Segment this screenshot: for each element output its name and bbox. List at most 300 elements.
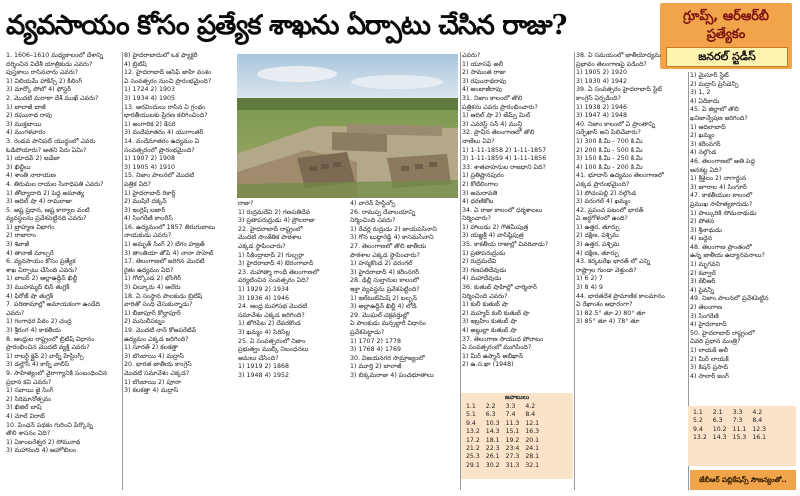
question-line: 2) మహ్మద్ కులీ కుతుబ్ షా bbox=[462, 309, 530, 317]
question-line: 2) దక్షిణ, పశ్చిమ bbox=[576, 232, 619, 240]
question-line: దర్శించిన విదేశీ యాత్రికుడు ఎవరు? bbox=[6, 60, 93, 68]
question-line: 4) బద్దెన bbox=[690, 235, 713, 243]
question-line: 3) కరీంనగర్ bbox=[690, 140, 721, 148]
question-line: 4) సాలార్ జంగ్ bbox=[690, 372, 729, 380]
question-line: 4) దక్షిణ, తూర్పు bbox=[576, 249, 619, 257]
question-line: ప్రభావం తెలంగాణపై పడింది? bbox=[576, 60, 647, 68]
question-line: ఏ పాలకుడు మన్సబ్దారీ విధానం bbox=[350, 320, 427, 328]
answer-cell: 10.2 bbox=[712, 425, 727, 433]
question-line: 2) తెలంగాణ bbox=[690, 304, 723, 312]
question-line: పాఠశాల ఎక్కడ స్థాపించారు? bbox=[350, 251, 420, 259]
question-line: 5. అష్ట ప్రధాన, ఆష్ట కార్యాల వంటి bbox=[6, 206, 90, 214]
question-line: 4) సింగరేణి కాలరీస్ bbox=[124, 215, 173, 223]
question-line: 3) 1-11-1859 4) 1-11-1856 bbox=[462, 155, 547, 163]
question-line: 3) మార్కో పోలో 4) ఫోస్టర్ bbox=[6, 86, 72, 94]
question-line: 1) బాబర్ 2) అల్లాఉద్దీన్ ఖిల్జీ bbox=[6, 275, 78, 283]
question-line: 1) ఆదిలాబాద్ bbox=[690, 123, 726, 131]
answer-cell: 11.1 bbox=[732, 425, 747, 433]
question-line: ప్రారంభించిన మొదటి వ్యక్తి ఎవరు? bbox=[6, 344, 90, 352]
question-line: 1. 1606–1610 మధ్యకాలంలో దేశాన్ని bbox=[6, 52, 104, 59]
question-line: 3) ముక్తబాయి bbox=[6, 120, 42, 128]
question-line: 3) బొంబాయి 4) మద్రాస్ bbox=[124, 352, 184, 360]
answer-cell: 5.2 bbox=[693, 417, 703, 425]
question-line: ఓడిపోయారు? అతని పేరు ఏమి? bbox=[6, 146, 87, 154]
question-line: 2) మీర్ లాయక్ bbox=[690, 355, 729, 363]
column-divider bbox=[122, 52, 123, 490]
answer-cell: 20.1 bbox=[525, 436, 540, 444]
question-line: 3) వరంగల్ 4) ఖమ్మం bbox=[576, 198, 631, 206]
question-line: 1) బీజాపూర్ కోల్హాపూర్ bbox=[124, 309, 181, 317]
question-line: నిర్మించింది ఎవరు? bbox=[462, 292, 508, 300]
question-line: చివరి ప్రధాన మంత్రి? bbox=[690, 338, 741, 346]
question-line: 1) 1707 2) 1778 bbox=[350, 337, 401, 345]
question-line: 3) అల్లాఉద్దీన్ ఖిల్జీ 4) లోడీ bbox=[350, 303, 417, 311]
question-line: 1) గోల్కొండ 2) భోంగీర్ bbox=[124, 275, 182, 283]
question-line: సమావేశం ఎక్కడ జరిగింది? bbox=[238, 311, 305, 319]
fort-ruins-photo bbox=[237, 54, 458, 198]
question-line: 1) బ్రాహ్మణ విభాగం bbox=[6, 223, 55, 231]
question-line: 3) ఇంగ్లిష్ బజార్ bbox=[124, 206, 166, 214]
question-line: వ్యవస్థలను ప్రవేశపెట్టినది ఎవరు? bbox=[6, 215, 87, 223]
question-line: 4) అబ్దుల్లా కుతుబ్ షా bbox=[462, 327, 517, 334]
question-line: 8. ఆంధ్రుల రాష్ట్రంలో బ్రిటిష్ విధానం bbox=[6, 335, 95, 343]
question-line: 17. తెలంగాణలో జరిగిన మొదటి bbox=[124, 258, 205, 266]
question-line: 1) 82.5° తూ 2) 80° తూ bbox=[576, 309, 646, 317]
question-line: 4. తిరుమల రాయల సేనాధిపతి ఎవరు? bbox=[6, 180, 104, 188]
question-line: 1) బొంబాయి 2) పూనా bbox=[124, 378, 182, 386]
answer-cell: 8.4 bbox=[525, 411, 536, 419]
question-line: 3) ఖిల్జీలు bbox=[6, 163, 31, 171]
answer-cell: 16.1 bbox=[752, 434, 767, 442]
answer-cell: 19.2 bbox=[505, 436, 520, 444]
question-line: 24. ఆంధ్ర మహాసభ మొదటి bbox=[238, 303, 308, 311]
answer-row bbox=[690, 426, 769, 434]
publisher-credit: జేబీఆర్ పబ్లికేషన్స్ సౌజన్యంతో.. bbox=[690, 470, 796, 490]
question-line: 15. నిజాం పాలనలో మొదటి bbox=[124, 172, 195, 180]
question-line: 1) మృగవని bbox=[690, 261, 720, 269]
question-line: 3) అమరావతి bbox=[462, 189, 498, 197]
answer-cell: 28.1 bbox=[525, 453, 540, 461]
answer-row bbox=[463, 403, 542, 411]
question-line: ఖనిజాన్వేషణ జరిగింది? bbox=[690, 114, 748, 122]
question-line: 9. సాహిత్యంలో వైరాగ్యానికి సంబంధించిన bbox=[6, 369, 108, 377]
answer-key-box bbox=[461, 393, 573, 479]
question-line: 4) నల్గొండ bbox=[690, 149, 717, 157]
answer-cell: 27.3 bbox=[505, 453, 520, 461]
question-line: 26. రామప్ప దేవాలయాన్ని bbox=[350, 208, 416, 216]
answer-cell: 1.1 bbox=[693, 409, 703, 416]
question-line: పుస్తకాలు రాసినవారు ఎవరు? bbox=[6, 69, 79, 77]
question-line: 3) మహానంది 4) అహోబిలం bbox=[6, 447, 77, 455]
question-line: 3) శ్రీరంగ 4) కాకతీయ bbox=[6, 327, 61, 334]
question-line: 1) రుద్రమదేవి 2) గణపతిదేవ bbox=[238, 208, 311, 216]
question-line: 1) గంగాధర పీఠం 2) చంద్ర bbox=[6, 318, 72, 326]
answer-cell: 15.3 bbox=[732, 434, 747, 442]
question-line: 2) రుద్రమదేవి bbox=[462, 258, 497, 266]
answer-cell: 9.4 bbox=[466, 419, 476, 427]
question-line: 3) ఖమ్మం 4) సిరిసిల్ల bbox=[238, 328, 291, 336]
question-line: 3) కలకత్తా 4) మద్రాస్ bbox=[124, 387, 179, 395]
question-line: 2) పోతన bbox=[690, 218, 715, 226]
question-line: ఏ సంవత్సరంలో ముగిసింది? bbox=[462, 344, 532, 352]
answer-cell: 6.3 bbox=[485, 411, 496, 419]
answer-cell: 3.3 bbox=[732, 409, 743, 416]
answer-cell: 22.3 bbox=[485, 445, 500, 453]
question-column-3a bbox=[238, 200, 348, 490]
question-line: 3) 1930 4) 1942 bbox=[576, 77, 627, 85]
question-line: 4) ఏదీకాదు bbox=[690, 97, 720, 105]
question-line: 22. హైదరాబాద్ రాష్ట్రంలో bbox=[238, 225, 303, 233]
question-line: 1) 1919 2) 1868 bbox=[238, 363, 289, 371]
question-line: 1) సికింద్రాబాద్ 2) గుల్బర్గా bbox=[238, 251, 305, 259]
question-line: ఎవరు? bbox=[462, 52, 481, 59]
question-line: 4) వారెన్ హేస్టింగ్స్ bbox=[350, 200, 396, 207]
answer-cell: 6.3 bbox=[712, 417, 723, 425]
question-line: 1) ప్రతాపరుద్రుడు bbox=[462, 249, 506, 257]
question-line: 3) చిల్కూరు 4) ఆలేరు bbox=[124, 284, 181, 292]
question-line: 30. విజయనగర సామ్రాజ్యంలో bbox=[350, 354, 425, 362]
question-line: 6. వ్యవసాయం కోసం ప్రత్యేక bbox=[6, 258, 76, 266]
question-line: 1) ఉత్తర, తూర్పు bbox=[576, 223, 620, 231]
question-line: 3) ముహమ్మద్ బిన్ తుగ్లక్ bbox=[6, 284, 70, 292]
answer-cell: 13.2 bbox=[693, 434, 707, 442]
answer-cell: 15.1 bbox=[505, 428, 520, 436]
question-line: 3) 1, 2 bbox=[690, 89, 711, 97]
question-line: 3) వందేమాతరం 4) యుగాంతర్ bbox=[124, 129, 204, 137]
question-line: 1) 1938 2) 1946 bbox=[576, 103, 627, 111]
question-line: పత్రిక ఏది? bbox=[124, 180, 151, 188]
question-line: 2. మొదటి మరాఠా దేశ్ ముఖ్ ఎవరు? bbox=[6, 94, 99, 102]
question-line: 2) 200 కి.మీ - 500 కి.మీ bbox=[576, 146, 643, 154]
question-line: 34. ఏ రాజు కాలంలో ధర్మశాలలు bbox=[462, 206, 543, 214]
question-line: 27. తెలంగాణలో తొలి జాతీయ bbox=[350, 242, 427, 250]
answer-cell: 14.3 bbox=[485, 428, 500, 436]
question-line: రాష్ట్రాల గుండా వెళ్తుంది? bbox=[576, 266, 637, 274]
answer-row bbox=[463, 445, 542, 453]
answer-cell: 17.2 bbox=[466, 436, 480, 444]
answer-cell: 7.4 bbox=[505, 411, 516, 419]
answer-row bbox=[690, 434, 769, 442]
question-line: 3) 1768 4) 1769 bbox=[350, 346, 401, 354]
question-line: 1) పాల్కురికి సోమనాథుడు bbox=[690, 209, 757, 217]
badge-exam-label: గ్రూప్స్, ఆర్ఆర్‌బీ bbox=[683, 9, 769, 24]
question-line: 2) రఘునాథ రావు bbox=[6, 112, 53, 120]
answer-cell: 26.1 bbox=[485, 453, 500, 461]
question-line: 13. అరవిందులు రాసిన ఏ గ్రంథం bbox=[124, 103, 206, 111]
question-line: 3) ఇబ్రహీం కుతుబ్ షా bbox=[462, 318, 517, 326]
question-line: 2) కోటిలింగాల bbox=[462, 180, 499, 188]
answer-row bbox=[463, 462, 542, 470]
question-line: నిర్మించారు? bbox=[462, 215, 491, 223]
question-line: 3. రెండవ పానిపట్ యుద్ధంలో ఎవరు bbox=[6, 137, 96, 145]
question-line: 1) ఇల్‌టుట్‌మిష్ 2) బల్బన్ bbox=[350, 294, 417, 302]
question-line: 3) తాంతియా తోపే 4) నానా సాహెబ్ bbox=[124, 249, 214, 257]
question-line: 3) శివాజీ bbox=[6, 241, 30, 249]
question-line: 4) హైదరాబాద్ bbox=[690, 321, 727, 329]
question-line: పత్రికను ఎవరు ప్రారంభించారు? bbox=[462, 103, 538, 111]
answer-cell: 23.4 bbox=[505, 445, 520, 453]
question-column-2 bbox=[124, 52, 236, 488]
question-line: 3) ఆదిల్ షా 4) రామరాజు bbox=[6, 198, 72, 206]
question-line: 1) ఆదిల్ షా 2) జేమ్స్ మిల్ bbox=[462, 112, 531, 120]
question-line: 3) 1934 4) 1905 bbox=[124, 94, 175, 102]
question-line: 1) 1905 2) 1920 bbox=[576, 69, 627, 77]
question-line: 4) మహాదేవుడు bbox=[462, 275, 502, 283]
answer-cell: 2.2 bbox=[485, 403, 496, 410]
question-line: 40. నిజాం కాలంలో ఏ ప్రాంతాన్ని bbox=[576, 120, 656, 128]
question-line: 3) శ్రీనాథుడు bbox=[690, 226, 722, 234]
question-line: 2) ముషీరే దక్కన్ bbox=[124, 198, 167, 206]
question-line: 1) యాదవ్ 2) జడేజా bbox=[6, 155, 60, 163]
question-line: 43. కర్కటరేఖ భారత్ లో ఎన్ని bbox=[576, 258, 651, 266]
question-line: 1) రాబర్ట్ క్లైవ్ 2) వార్న్ హేస్టింగ్స్ bbox=[6, 352, 84, 360]
question-line: అమలు చేసింది? bbox=[238, 354, 279, 362]
question-line: 4) మోల్ విరాట్ bbox=[6, 412, 45, 420]
answer-key-title: జవాబులు bbox=[504, 394, 530, 401]
answer-cell: 8.4 bbox=[752, 417, 763, 425]
question-line: 4) ధరణికోట bbox=[462, 198, 494, 206]
question-column-3b bbox=[350, 200, 458, 490]
answer-cell: 3.3 bbox=[505, 403, 516, 410]
question-line: 4) ఫిరోజ్ షా తుగ్లక్ bbox=[6, 292, 54, 300]
question-line: మొదటి సమావేశం ఎక్కడ? bbox=[124, 369, 190, 377]
question-line: నాణేలు ఏవి? bbox=[462, 137, 495, 145]
question-line: ఎక్కడ ప్రారంభమైంది? bbox=[576, 180, 630, 188]
question-line: 37. తెలంగాణ సాయుధ పోరాటం bbox=[462, 335, 544, 343]
answer-cell: 10.3 bbox=[485, 419, 500, 427]
question-line: 29. మొఘల్ చక్రవర్తుల్లో bbox=[350, 311, 409, 319]
question-line: 25. ఏ సంవత్సరంలో నిజాం bbox=[238, 337, 306, 345]
answer-cell: 4.2 bbox=[752, 409, 763, 416]
answer-cell: 9.4 bbox=[693, 425, 703, 433]
question-line: 41. భూదాన్ ఉద్యమం తెలంగాణలో bbox=[576, 172, 664, 180]
question-line: 32. ప్రాచీన తెలంగాణలో తొలి bbox=[462, 129, 535, 137]
question-line: 1) 6 2) 7 bbox=[576, 275, 603, 283]
question-line: 3) డల్హౌసీ 4) కార్న్ వాలీస్ bbox=[6, 361, 70, 369]
question-line: 3) ప్రతాపరుద్రుడు 4) ప్రోలరాజు bbox=[238, 217, 315, 225]
answer-key-box-2 bbox=[688, 406, 796, 466]
question-line: 1) ప్రతిష్టానపురం bbox=[462, 172, 504, 180]
question-line: 1) మూర్తి 2) బాలాజీ bbox=[350, 363, 402, 371]
answer-cell: 31.3 bbox=[505, 461, 520, 469]
answer-cell: 21.2 bbox=[466, 445, 480, 453]
answer-cell: 18.1 bbox=[485, 436, 500, 444]
answer-cell: 2.1 bbox=[712, 409, 723, 416]
question-line: 1) ఏకాంబరేశ్వర 2) సోమనాథ bbox=[6, 438, 81, 446]
question-line: ఏ సంవత్సరం నుంచి ప్రారంభమైంది? bbox=[124, 77, 212, 85]
question-line: 2) ఉ.స.ఖా (1948) bbox=[462, 361, 514, 369]
question-line: 49. నిజాం పాలనలో ప్రవేశపెట్టిన bbox=[690, 295, 769, 303]
question-line: 3) 1936 4) 1946 bbox=[238, 294, 289, 302]
question-line: మొదటి సాంకేతిక పాఠశాల bbox=[238, 234, 302, 242]
answer-cell: 30.2 bbox=[485, 461, 500, 469]
question-line: 3) ఎవరెస్ట్ సన్ 4) మున్షీ bbox=[462, 120, 523, 128]
question-line: 20. భారత జాతీయ కాంగ్రెస్ bbox=[124, 361, 192, 369]
question-line: 31. నిజాం కాలంలో తొలి bbox=[462, 94, 523, 102]
answer-cell: 32.1 bbox=[525, 461, 540, 469]
question-line: 3) 1947 4) 1948 bbox=[576, 112, 627, 120]
question-line: సంవత్సరంలో ప్రారంభమైంది? bbox=[124, 146, 195, 154]
question-line: రైతు ఉద్యమం ఏది? bbox=[124, 266, 174, 274]
question-line: 3) 8 4) 9 bbox=[576, 284, 603, 292]
question-line: సర్ఫేఖాస్ అని పిలిచేవారు? bbox=[576, 129, 641, 137]
question-line: 2) రాజారాం bbox=[6, 232, 36, 240]
question-line: 3) హైదరాబాద్ 4) కరీంనగర్ bbox=[350, 268, 420, 276]
answer-cell: 29.1 bbox=[466, 461, 480, 469]
question-line: 1) 1-11-1858 2) 1-11-1857 bbox=[462, 146, 547, 154]
question-line: 3) కేబీఆర్ bbox=[690, 278, 716, 286]
question-line: నిర్మించింది ఎవరు? bbox=[350, 217, 396, 225]
question-line: తొలి శాసనం ఏది? bbox=[6, 430, 51, 438]
question-line: 1) 1724 2) 1903 bbox=[124, 86, 175, 94]
fort-ruins-image bbox=[237, 54, 458, 198]
question-line: 33. శాతవాహనుల రాజధాని ఏది? bbox=[462, 163, 546, 171]
question-line: ప్రధాన కవి ఎవరు? bbox=[6, 378, 52, 386]
answer-cell: 16.3 bbox=[525, 428, 540, 436]
question-line: కాంగ్రెస్ ఏర్పడింది? bbox=[576, 94, 621, 102]
question-line: 3) జూరాల 4) సింగూర్ bbox=[690, 183, 747, 191]
question-line: 19. మొదటి నాన్ కోఆపరేటివ్ bbox=[124, 327, 197, 334]
answer-cell: 25.3 bbox=[466, 453, 480, 461]
question-column-1 bbox=[6, 52, 122, 488]
question-line: 1) రేచర్ల రుద్రుడు 2) జాయపసేనాని bbox=[350, 225, 437, 233]
question-line: 47. కాకతీయుల కాలంలో bbox=[690, 192, 753, 200]
question-line: 1) అమృత్ సింగ్ 2) బేగం హజ్రత్ bbox=[124, 241, 205, 249]
question-line: 3) ఖిజిల్ బాష్ bbox=[6, 404, 42, 412]
question-line: 1) తోట్యాదాది 2) పెద్ద అమాత్య bbox=[6, 189, 85, 197]
question-line: 1) 1907 2) 1908 bbox=[124, 155, 175, 163]
question-line: 3) 150 కి.మీ - 250 కి.మీ bbox=[576, 155, 643, 163]
question-line: 4) 100 కి.మీ - 200 కి.మీ bbox=[576, 163, 643, 171]
question-line: 42. ప్రపంచ పటంలో భారత్ bbox=[576, 206, 644, 214]
answer-cell: 14.3 bbox=[712, 434, 727, 442]
question-line: 2) సామంత రాజు bbox=[462, 69, 506, 77]
answer-cell: 7.3 bbox=[732, 417, 743, 425]
answer-row bbox=[690, 417, 769, 425]
question-line: 3) కిషన్ ప్రసాద్ bbox=[690, 364, 729, 372]
answer-row bbox=[690, 409, 769, 417]
answer-cell: 12.1 bbox=[525, 419, 540, 427]
question-line: 1) బాలాజీ బాజీ bbox=[6, 103, 46, 111]
question-line: 50. హైదరాబాద్ రాష్ట్రంలో bbox=[690, 329, 755, 337]
question-column-6 bbox=[690, 72, 796, 402]
question-line: 3) హైదరాబాద్ 4) ఔరంగాబాద్ bbox=[238, 260, 314, 268]
answer-cell: 12.3 bbox=[752, 425, 767, 433]
question-line: 23. మహాత్మా గాంధీ తెలంగాణలో bbox=[238, 268, 320, 276]
question-line: 1) సవాయి జై సింగ్ bbox=[6, 387, 54, 395]
question-line: 1) హాలుడు 2) గౌతమీపుత్ర bbox=[462, 223, 529, 231]
question-line: 1) కులీ కుతుబ్ షా bbox=[462, 301, 509, 309]
question-line: 1) హన్మకొండ 2) వరంగల్ bbox=[350, 260, 413, 268]
question-line: 2) కవ్వాల్ bbox=[690, 269, 716, 277]
question-line: 1) జోగిపేట 2) దేవరకొండ bbox=[238, 320, 301, 328]
question-line: 44. భారతదేశ ప్రామాణిక కాలమానం bbox=[576, 292, 665, 300]
question-line: 4) బ్రిటిష్ bbox=[124, 60, 147, 68]
answer-cell: 11.3 bbox=[505, 419, 520, 427]
question-line: 4) పైవన్నీ bbox=[690, 286, 714, 294]
question-line: 35. కాకతీయ రాజుల్లో చివరివాడు? bbox=[462, 241, 549, 249]
question-line: 3) ఉత్తర, పశ్చిమ bbox=[576, 241, 620, 249]
question-line: శాఖ ఏర్పాటు చేసింది ఎవరు? bbox=[6, 266, 78, 274]
answer-cell: 13.2 bbox=[466, 428, 480, 436]
question-line: ఎక్కడ స్థాపించారు? bbox=[238, 242, 286, 250]
question-line: ఉద్యమం ఎక్కడ జరిగింది? bbox=[124, 335, 189, 343]
question-line: 1) సూరత్ 2) కలకత్తా bbox=[124, 344, 179, 352]
question-line: 1) పోచంపల్లి 2) నల్గొండ bbox=[576, 189, 637, 197]
question-line: 1) మీర్ ఉస్మాన్ అలీఖాన్ bbox=[462, 352, 524, 360]
question-line: ఇక్తా వ్యవస్థను ప్రవేశపెట్టింది? bbox=[350, 285, 420, 293]
question-line: 1) శ్రీశైలం 2) నాగార్జున bbox=[690, 175, 747, 183]
question-line: 1) హైదరాబాద్ రికార్డ్ bbox=[124, 189, 176, 197]
column-divider bbox=[574, 52, 575, 490]
question-line: ఏ రేఖాంశం ఆధారంగా? bbox=[576, 301, 633, 309]
question-line: వారితో సంధి చేసుకున్నాడు? bbox=[124, 301, 193, 309]
question-line: 12. హైదరాబాద్ ఆసిఫ్ జాహీ వంశం bbox=[124, 69, 212, 77]
question-column-5 bbox=[576, 52, 686, 488]
question-line: 8) హైదరాబాదులో ఒక ఫ్యాక్టరీ bbox=[124, 52, 198, 59]
question-line: నాయకుడు ఎవరు? bbox=[124, 232, 172, 240]
question-line: ప్రముఖ సాహిత్యకారుడు? bbox=[690, 200, 753, 208]
answer-cell: 24.1 bbox=[525, 445, 540, 453]
question-line: 3) 1948 4) 1952 bbox=[238, 371, 289, 379]
question-line: 2) మద్రాస్ ప్రెసిడెన్సీ bbox=[690, 80, 739, 88]
question-line: భారతీయులకు ప్రేరణ కలిగించింది? bbox=[124, 112, 208, 120]
page-title: వ్యవసాయం కోసం ప్రత్యేక శాఖను ఏర్పాటు చేసిన రాజు? bbox=[6, 10, 567, 41]
question-line: 4) తానాజీ మాల్సరే bbox=[6, 249, 54, 257]
answer-row bbox=[463, 420, 542, 428]
question-line: 1) మైసూర్ స్టేట్ bbox=[690, 72, 729, 79]
answer-cell: 5.1 bbox=[466, 411, 476, 419]
question-line: 7. పరిణామాల్లో అమాయకంగా ఉండేది bbox=[6, 301, 100, 309]
question-line: 39. ఏ సంవత్సరం హైదరాబాద్ స్టేట్ bbox=[576, 86, 663, 94]
question-line: 3) బిక్కమరాజు 4) పంచభూతాలు bbox=[350, 371, 434, 379]
question-line: 3) గణపతిదేవుడు bbox=[462, 266, 507, 274]
question-line: 28. ఢిల్లీ సుల్తానుల కాలంలో bbox=[350, 277, 419, 285]
question-line: 18. ఏ సంస్థాన పాలకుడు బ్రిటిష్ bbox=[124, 292, 203, 300]
question-line: 16. ఉద్యమంలో 1857 తిరుగుబాటు bbox=[124, 223, 216, 231]
question-line: 4) మంగళవారం bbox=[6, 129, 46, 137]
question-line: 3) సింగరేణి bbox=[690, 312, 719, 320]
question-line: 3) 1905 4) 1910 bbox=[124, 163, 175, 171]
question-line: 1) విలియమ్ హాకిన్స్ 2) కీలింగ్ bbox=[6, 77, 83, 85]
question-line: ఏ అర్ధగోళంలో ఉంది? bbox=[576, 215, 628, 223]
question-line: 2) ఖమ్మం bbox=[690, 132, 715, 140]
answer-cell: 4.2 bbox=[525, 403, 536, 410]
answer-row bbox=[463, 437, 542, 445]
question-line: 4) అంబాజీరావు bbox=[462, 86, 503, 94]
question-line: 38. ఏ సమయంలో జాతీయోద్యమ bbox=[576, 52, 661, 59]
question-line: 3) రఘునాథరావు bbox=[462, 77, 507, 85]
question-line: ప్రవేశపెట్టాడు? bbox=[350, 328, 385, 336]
badge-subject-label: జనరల్ స్టడీస్ bbox=[666, 47, 788, 67]
question-line: ఎవరు? bbox=[6, 309, 25, 317]
question-line: రాజు? bbox=[238, 200, 254, 207]
question-line: 3) యజ్ఞశ్రీ 4) వాసిష్ఠీపుత్ర bbox=[462, 232, 524, 240]
answer-key-table bbox=[463, 403, 542, 470]
answer-key-table-2 bbox=[690, 409, 769, 443]
question-line: 48. తెలంగాణ ప్రాంతంలో bbox=[690, 243, 752, 251]
answer-row bbox=[463, 428, 542, 436]
question-line: 1) లాయక్ అలీ bbox=[690, 347, 729, 354]
question-line: 36. కుతుబ్ షాహీల్లో చార్మినార్ bbox=[462, 284, 537, 292]
question-line: ఆనకట్ట ఏది? bbox=[690, 166, 722, 174]
question-line: 2) మసులీపట్నం bbox=[124, 318, 165, 326]
badge-special-label: ప్రత్యేకం bbox=[706, 27, 746, 42]
question-line: ఉన్న జాతీయ ఉద్యానవనాలు? bbox=[690, 252, 765, 260]
question-line: 2) సిరిమానోత్సవం bbox=[6, 395, 52, 403]
question-line: పర్యటించిన సంవత్సరం ఏది? bbox=[238, 277, 310, 285]
question-line: 4) శాంతి నారాయణ bbox=[6, 172, 56, 180]
